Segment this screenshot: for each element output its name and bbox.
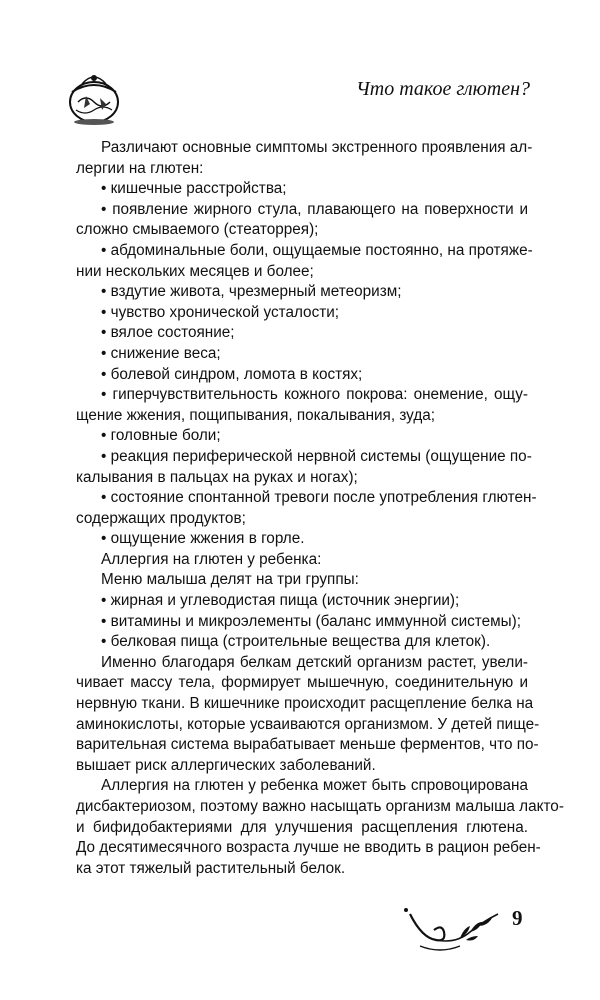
paragraph-line: аминокислоты, которые усваиваются организмом. У детей пище-	[76, 715, 540, 733]
running-title: Что такое глютен?	[356, 78, 530, 100]
symptom-item: • головные боли;	[101, 427, 221, 445]
food-group-item: • белковая пища (строительные вещества для клеток).	[101, 633, 491, 651]
paragraph-line: ка этот тяжелый растительный белок.	[76, 859, 346, 877]
intro-line: Различают основные симптомы экстренного проявления ал-	[101, 139, 533, 156]
paragraph-line: дисбактериозом, поэтому важно насыщать организм малыша лакто-	[76, 798, 564, 815]
food-group-item: • жирная и углеводистая пища (источник энергии);	[101, 592, 460, 610]
food-group-item: • витамины и микроэлементы (баланс иммунной системы);	[101, 612, 521, 630]
symptom-item: • состояние спонтанной тревоги после употребления глютен-	[101, 489, 537, 507]
symptom-item-continued: нии нескольких месяцев и более;	[76, 262, 314, 280]
intro-line: лергии на глютен:	[76, 159, 204, 177]
symptom-item: • вздутие живота, чрезмерный метеоризм;	[101, 283, 402, 301]
pot-illustration-icon	[62, 66, 126, 128]
paragraph-line: нервную ткани. В кишечнике происходит расщепление белка на	[76, 695, 534, 713]
symptom-item: • снижение веса;	[101, 344, 221, 362]
symptom-item: • болевой синдром, ломота в костях;	[101, 365, 363, 383]
symptom-item-continued: калывания в пальцах на руках и ногах);	[76, 468, 358, 486]
paragraph-line: Аллергия на глютен у ребенка может быть спровоцирована	[101, 777, 528, 795]
paragraph-line: и бифидобактериями для улучшения расщепления глютена.	[76, 818, 528, 836]
menu-intro: Меню малыша делят на три группы:	[101, 571, 359, 589]
floral-ornament-icon	[400, 902, 504, 954]
symptom-item-continued: щение жжения, пощипывания, покалывания, зуда;	[76, 406, 436, 424]
body-text	[76, 138, 564, 879]
symptom-item: • гиперчувствительность кожного покрова: онемение, ощу-	[101, 386, 528, 404]
paragraph-line: варительная система вырабатывает меньше ферментов, что по-	[76, 736, 539, 754]
symptom-item: • вялое состояние;	[101, 324, 235, 342]
symptom-item-continued: содержащих продуктов;	[76, 509, 246, 527]
symptom-item: • появление жирного стула, плавающего на поверхности и	[101, 200, 528, 218]
symptom-item: • абдоминальные боли, ощущаемые постоянно, на протяже-	[101, 241, 533, 259]
symptom-item-continued: сложно смываемого (стеаторрея);	[76, 221, 319, 239]
paragraph-line: чивает массу тела, формирует мышечную, соединительную и	[76, 674, 528, 692]
symptom-item: • реакция периферической нервной системы (ощущение по-	[101, 447, 532, 465]
paragraph-line: Именно благодаря белкам детский организм растет, увели-	[101, 653, 528, 671]
symptom-item: • кишечные расстройства;	[101, 180, 287, 198]
page-number: 9	[512, 906, 523, 930]
paragraph-line: вышает риск аллергических заболеваний.	[76, 756, 376, 774]
child-heading: Аллергия на глютен у ребенка:	[101, 550, 322, 568]
symptom-item: • чувство хронической усталости;	[101, 303, 340, 321]
symptom-item: • ощущение жжения в горле.	[101, 530, 305, 548]
paragraph-line: До десятимесячного возраста лучше не вводить в рацион ребен-	[76, 839, 541, 857]
